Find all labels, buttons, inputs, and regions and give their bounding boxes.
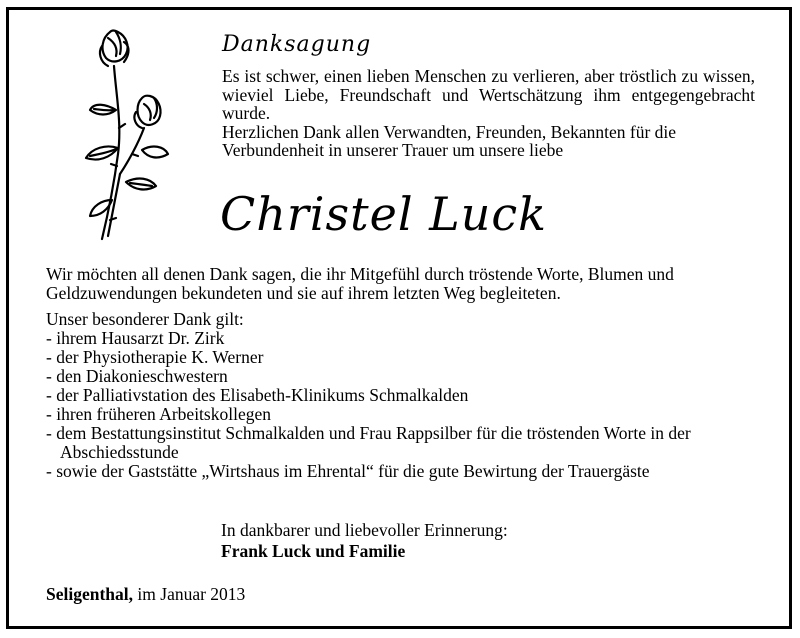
- list-item: - sowie der Gaststätte „Wirtshaus im Ehrental“ für die gute Bewirtung der Trauergäste: [46, 461, 650, 481]
- list-item: - dem Bestattungsinstitut Schmalkalden und Frau Rappsilber für die tröstenden Worte in der Abschiedsstunde: [46, 423, 691, 462]
- rose-icon: [72, 24, 172, 244]
- closing: [221, 520, 508, 562]
- heading: Danksagung: [222, 32, 372, 57]
- town: Seligenthal,: [46, 584, 134, 604]
- thanks-section: [46, 265, 758, 481]
- list-item: - den Diakonieschwestern: [46, 366, 228, 386]
- intro-paragraph: Es ist schwer, einen lieben Menschen zu verlieren, aber tröstlich zu wissen, wieviel Liebe, Freundschaft und Wertschätzung ihm entgegengebracht wurde.: [222, 66, 755, 124]
- family-signature: Frank Luck und Familie: [221, 541, 406, 561]
- special-thanks-label: Unser besonderer Dank gilt:: [46, 309, 244, 329]
- list-item: - der Palliativstation des Elisabeth-Klinikums Schmalkalden: [46, 385, 469, 405]
- closing-line: In dankbarer und liebevoller Erinnerung:: [221, 520, 508, 540]
- intro-text: [222, 67, 755, 160]
- list-item: - ihrem Hausarzt Dr. Zirk: [46, 328, 225, 348]
- list-item: - ihren früheren Arbeitskollegen: [46, 404, 271, 424]
- thanks-paragraph: Wir möchten all denen Dank sagen, die ihr Mitgefühl durch tröstende Worte, Blumen und Geldzuwendungen bekundeten und sie auf ihrem letzten Weg begleiteten.: [46, 264, 674, 303]
- deceased-name: Christel Luck: [220, 187, 547, 241]
- place-date: [46, 584, 245, 605]
- list-item: - der Physiotherapie K. Werner: [46, 347, 264, 367]
- date: im Januar 2013: [133, 584, 246, 604]
- intro-paragraph: Herzlichen Dank allen Verwandten, Freunden, Bekannten für die Verbundenheit in unserer Trauer um unsere liebe: [222, 121, 677, 161]
- special-thanks-list: [46, 329, 758, 481]
